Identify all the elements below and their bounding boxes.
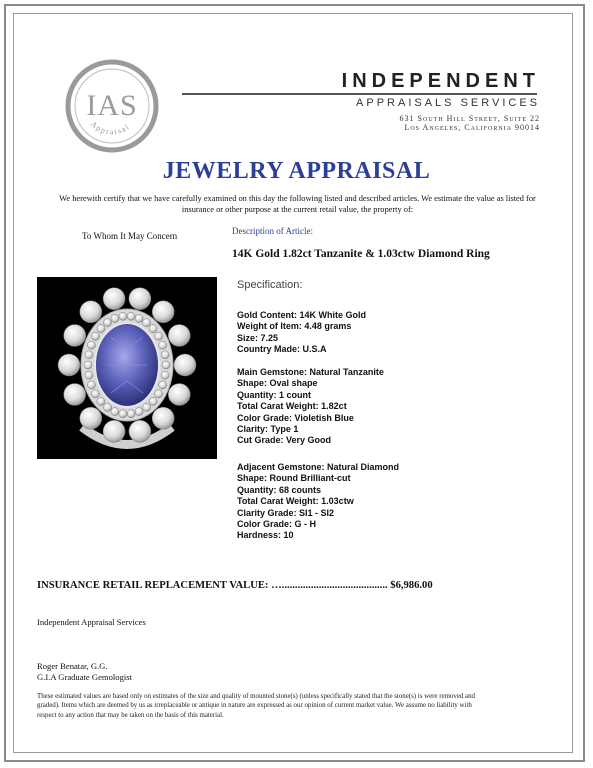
diamond-stone [155,390,163,398]
diamond-stone [91,390,99,398]
company-subtitle: APPRAISALS SERVICES [356,97,540,109]
spec-adjacent-gemstone: Adjacent Gemstone: Natural Diamond [237,462,400,472]
insurance-value-line: INSURANCE RETAIL REPLACEMENT VALUE: …........................................ $6,986.00 [37,580,433,591]
description-label: Description of Article: [232,226,313,236]
spec-adjacent-quantity: Quantity: 68 counts [237,484,322,495]
diamond-stone [129,288,151,310]
signer-title: G.I.A Graduate Gemologist [37,672,132,682]
spec-main-carat: Total Carat Weight: 1.82ct [237,401,347,412]
spec-main-color: Color Grade: Violetish Blue [237,412,354,423]
diamond-stone [168,325,190,347]
header-rule [182,93,537,95]
diamond-stone [159,341,167,349]
spec-main-gemstone-block [237,367,384,447]
diamond-stone [87,341,95,349]
diamond-stone [152,301,174,323]
diamond-stone [80,407,102,429]
diamond-stone [161,371,169,379]
diamond-stone [64,325,86,347]
spec-main-cut: Cut Grade: Very Good [237,435,332,446]
diamond-stone [135,408,143,416]
diamond-stone [155,332,163,340]
specification-heading: Specification: [237,279,303,291]
diamond-stone [174,354,196,376]
diamond-stone [129,420,151,442]
spec-adjacent-hardness: Hardness: 10 [237,530,294,541]
diamond-stone [85,351,93,359]
signature-block [37,661,132,683]
diamond-stone [87,381,95,389]
signer-name: Roger Benatar, G.G. [37,661,108,671]
spec-adjacent-carat: Total Carat Weight: 1.03ctw [237,496,354,507]
diamond-stone [104,319,112,327]
diamond-stone [143,319,151,327]
spec-main-quantity: Quantity: 1 count [237,389,311,400]
spec-adjacent-shape: Shape: Round Brilliant-cut [237,473,351,484]
diamond-stone [58,354,80,376]
spec-adjacent-color: Color Grade: G - H [237,519,317,530]
document-title: JEWELRY APPRAISAL [162,158,431,184]
ias-logo [65,59,159,153]
spec-main-shape: Shape: Oval shape [237,378,318,389]
diamond-stone [127,410,135,418]
logo-ring-text: Appraisal [88,119,132,137]
disclaimer: These estimated values are based only on estimates of the size and quality of mounted stone(s) (unless specifically stated that the stone(s) is were removed and graded). Items which are deemed by us as irreplaceable or antique in nature are expressed as our opinion of current market value. We assume no liability with respect to any action that may be taken on the basis of this material. [37,693,475,719]
footer-company: Independent Appraisal Services [37,617,146,627]
diamond-stone [119,312,127,320]
diamond-stone [91,332,99,340]
diamond-stone [80,301,102,323]
diamond-stone [149,397,157,405]
spec-size: Size: 7.25 [237,332,279,343]
item-title: 14K Gold 1.82ct Tanzanite & 1.03ctw Diamond Ring [232,248,490,260]
diamond-stone [97,397,105,405]
diamond-stone [64,384,86,406]
recipient: To Whom It May Concern [82,231,178,241]
ring-photo [37,277,217,459]
diamond-stone [85,371,93,379]
spec-gold-content: Gold Content: 14K White Gold [237,310,366,320]
diamond-stone [104,403,112,411]
diamond-stone [152,407,174,429]
spec-country: Country Made: U.S.A [237,344,327,355]
logo-monogram: IAS [86,89,138,122]
address-line-1: 631 South Hill Street, Suite 22 [399,114,540,123]
diamond-stone [103,420,125,442]
spec-metal-block [237,310,366,356]
diamond-stone [135,314,143,322]
diamond-stone [159,381,167,389]
spec-adjacent-gemstone-block [237,462,399,542]
spec-main-gemstone: Main Gemstone: Natural Tanzanite [237,367,384,377]
spec-weight: Weight of Item: 4.48 grams [237,321,352,332]
spec-main-clarity: Clarity: Type 1 [237,424,299,435]
diamond-stone [111,408,119,416]
diamond-stone [119,410,127,418]
spec-adjacent-clarity: Clarity Grade: SI1 - SI2 [237,507,335,518]
company-name: INDEPENDENT [341,70,540,92]
address-line-2: Los Angeles, California 90014 [404,123,540,132]
diamond-stone [97,325,105,333]
diamond-stone [162,361,170,369]
diamond-stone [103,288,125,310]
ring-image [37,277,217,459]
certification-text: We herewith certify that we have carefully examined on this day the following listed and described articles. We estimate the value as listed for insurance or other purpose at the current retail value, the property of: [59,194,536,214]
diamond-stone [127,312,135,320]
diamond-stone [111,314,119,322]
diamond-stone [149,325,157,333]
diamond-stone [84,361,92,369]
diamond-stone [161,351,169,359]
diamond-stone [143,403,151,411]
diamond-stone [168,384,190,406]
